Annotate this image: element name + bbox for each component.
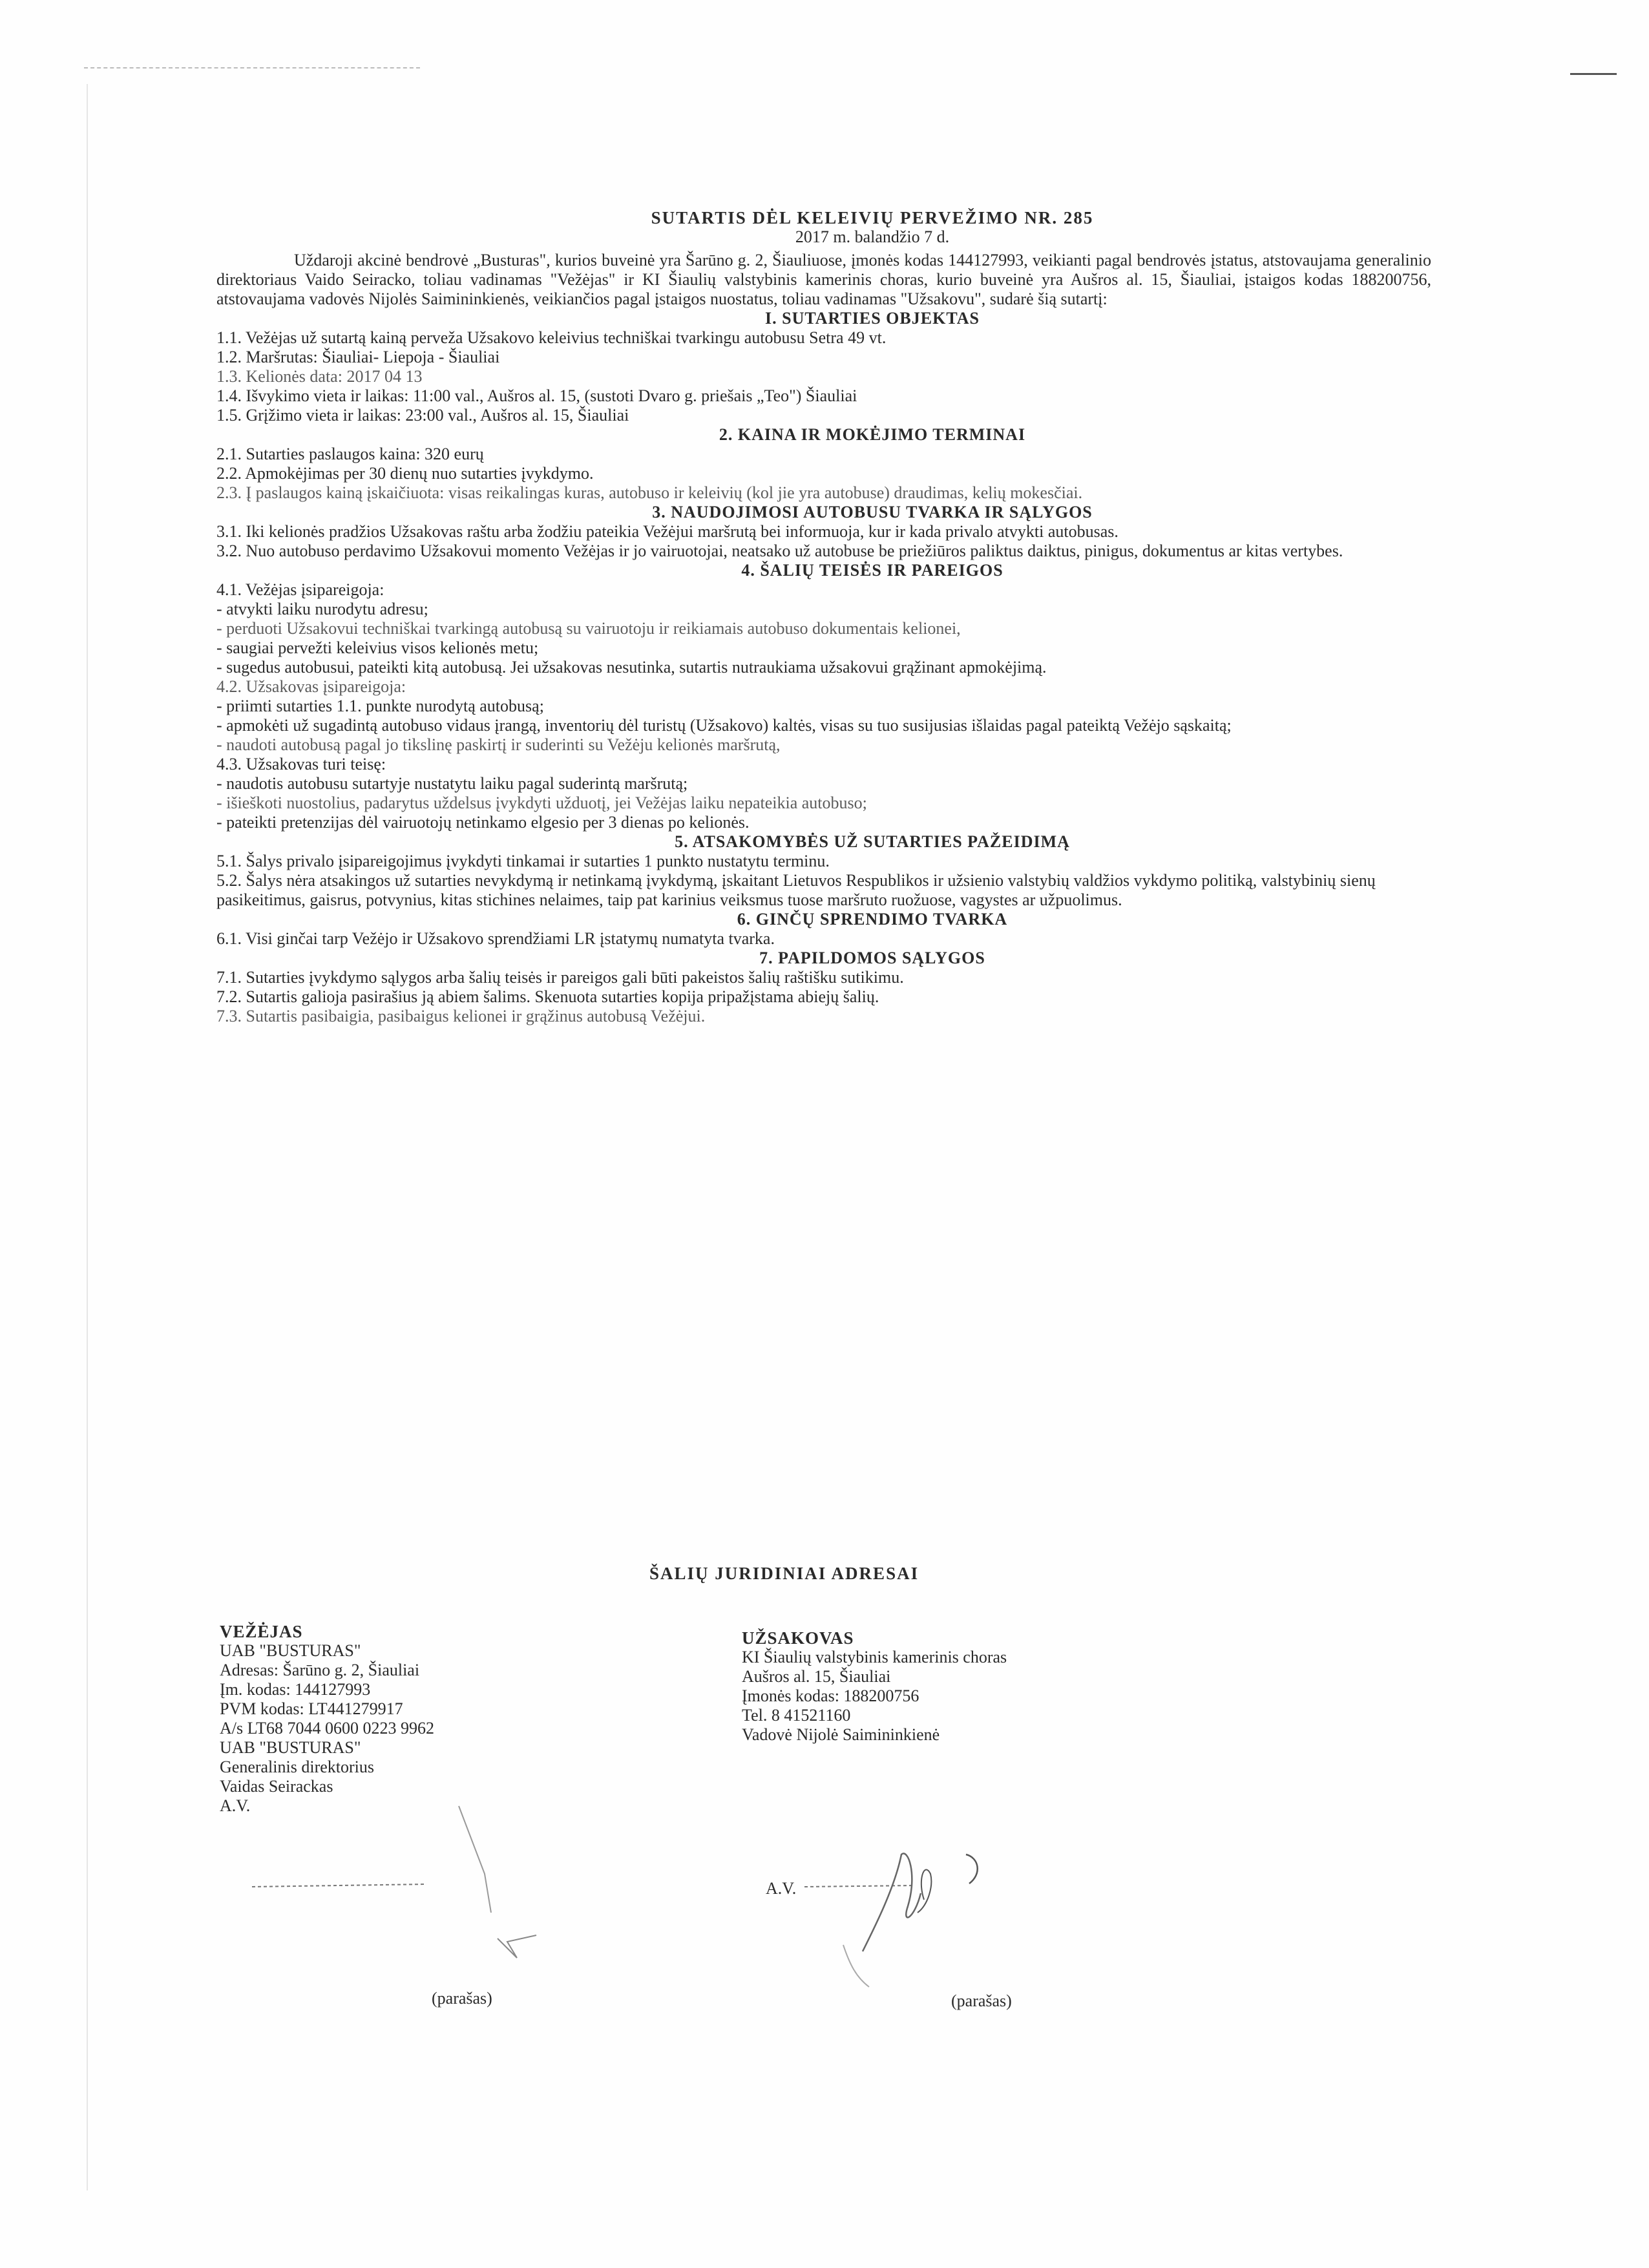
- section-heading: 4. ŠALIŲ TEISĖS IR PAREIGOS: [741, 561, 1003, 580]
- section-heading: 3. NAUDOJIMOSI AUTOBUSU TVARKA IR SĄLYGOS: [652, 503, 1093, 521]
- clause-item: 4.3. Užsakovas turi teisę:: [216, 755, 386, 773]
- scan-edge-left: [87, 84, 88, 2190]
- carrier-heading: VEŽĖJAS: [220, 1622, 303, 1641]
- carrier-detail-line: Adresas: Šarūno g. 2, Šiauliai: [220, 1661, 420, 1679]
- section-heading: 6. GINČŲ SPRENDIMO TVARKA: [737, 910, 1008, 929]
- clause-item: - atvykti laiku nurodytu adresu;: [216, 600, 428, 618]
- section-heading: I. SUTARTIES OBJEKTAS: [765, 309, 980, 328]
- carrier-detail-line: UAB "BUSTURAS": [220, 1641, 361, 1660]
- clause-item: - pateikti pretenzijas dėl vairuotojų netinkamo elgesio per 3 dienas po kelionės.: [216, 813, 750, 832]
- carrier-detail-line: PVM kodas: LT441279917: [220, 1699, 403, 1718]
- carrier-block: [220, 1622, 434, 1816]
- customer-heading: UŽSAKOVAS: [742, 1628, 854, 1648]
- clause-item: 1.2. Maršrutas: Šiauliai- Liepoja - Šiauliai: [216, 348, 500, 366]
- carrier-detail-line: Įm. kodas: 144127993: [220, 1680, 371, 1699]
- clause-item: 2.3. Į paslaugos kainą įskaičiuota: visas reikalingas kuras, autobuso ir keleivių (kol jie yra autobuse) draudimas, kelių mokesčiai.: [216, 483, 1083, 502]
- clause-item: - sugedus autobusui, pateikti kitą autobusą. Jei užsakovas nesutinka, sutartis nutraukiama užsakovui grąžinant apmokėjimą.: [216, 658, 1047, 677]
- clause-item: 6.1. Visi ginčai tarp Vežėjo ir Užsakovo sprendžiami LR įstatymų numatyta tvarka.: [216, 929, 775, 948]
- section-heading: 5. ATSAKOMYBĖS UŽ SUTARTIES PAŽEIDIMĄ: [675, 832, 1070, 851]
- scan-mark-right: [1570, 73, 1617, 75]
- customer-block: [742, 1628, 1007, 1745]
- customer-detail-line: Įmonės kodas: 188200756: [742, 1686, 919, 1705]
- scan-edge-top: [84, 67, 420, 68]
- clause-item: 2.2. Apmokėjimas per 30 dienų nuo sutarties įvykdymo.: [216, 464, 594, 483]
- addresses-title: ŠALIŲ JURIDINIAI ADRESAI: [649, 1564, 919, 1583]
- clause-item: 3.2. Nuo autobuso perdavimo Užsakovui momento Vežėjas ir jo vairuotojai, neatsako už autobuse be priežiūros paliktus daiktus, pinigus, dokumentus ar kitas vertybes.: [216, 541, 1343, 560]
- clause-item: 4.2. Užsakovas įsipareigoja:: [216, 677, 406, 696]
- customer-signature-label: (parašas): [951, 1991, 1012, 2010]
- clause-item: - išieškoti nuostolius, padarytus uždelsus įvykdyti užduotį, jei Vežėjas laiku nepateikia autobuso;: [216, 793, 867, 812]
- carrier-signature-label: (parašas): [432, 1989, 492, 2008]
- clause-item: 3.1. Iki kelionės pradžios Užsakovas raštu arba žodžiu pateikia Vežėjui maršrutą bei informuoja, kur ir kada privalo atvykti autobusas.: [216, 522, 1119, 541]
- clause-item: - priimti sutarties 1.1. punkte nurodytą autobusą;: [216, 697, 544, 715]
- clause-item: - perduoti Užsakovui techniškai tvarkingą autobusą su vairuotoju ir reikiamais autobuso dokumentais kelionei,: [216, 619, 961, 638]
- clause-item: 1.1. Vežėjas už sutartą kainą perveža Užsakovo keleivius techniškai tvarkingu autobusu Setra 49 vt.: [216, 328, 887, 347]
- clause-item: 7.2. Sutartis galioja pasirašius ją abiem šalims. Skenuota sutarties kopija pripažįstama abiejų šalių.: [216, 987, 879, 1006]
- clause-item: 1.5. Grįžimo vieta ir laikas: 23:00 val., Aušros al. 15, Šiauliai: [216, 406, 629, 425]
- customer-details: [742, 1648, 1007, 1745]
- customer-signature: [804, 1848, 1018, 1997]
- clause-item: - naudotis autobusu sutartyje nustatytu laiku pagal suderintą maršrutą;: [216, 774, 688, 793]
- document-date: 2017 m. balandžio 7 d.: [795, 227, 950, 246]
- clause-item: - apmokėti už sugadintą autobuso vidaus įrangą, inventorių dėl turistų (Užsakovo) kaltės, visas su tuo susijusias išlaidas pagal pateiktą Vežėjo sąskaitą;: [216, 716, 1232, 735]
- clause-item: 2.1. Sutarties paslaugos kaina: 320 eurų: [216, 445, 484, 463]
- clause-item: 5.2. Šalys nėra atsakingos už sutarties nevykdymą ir netinkamą įvykdymą, įskaitant Lietuvos Respublikos ir užsienio valstybių valdžios vykdymo politiką, valstybinių sienų pasikeitimus, gaisrus, potvynius, kitas stichines nelaimes, taip pat karinius veiksmus tuose maršruto ruožuose, vagystes ar užpuolimus.: [216, 871, 1376, 909]
- carrier-detail-line: A/s LT68 7044 0600 0223 9962: [220, 1719, 434, 1738]
- clause-item: - saugiai pervežti keleivius visos kelionės metu;: [216, 638, 539, 657]
- carrier-av-line: [246, 1861, 439, 1938]
- clause-item: - naudoti autobusą pagal jo tikslinę paskirtį ir suderinti su Vežėju kelionės maršrutą,: [216, 735, 781, 754]
- customer-detail-line: Tel. 8 41521160: [742, 1706, 851, 1725]
- section-heading: 7. PAPILDOMOS SĄLYGOS: [759, 949, 985, 967]
- customer-detail-line: Vadovė Nijolė Saimininkienė: [742, 1725, 940, 1744]
- contract-sections: [216, 309, 1431, 1026]
- carrier-detail-line: A.V.: [220, 1796, 251, 1815]
- clause-item: 5.1. Šalys privalo įsipareigojimus įvykdyti tinkamai ir sutarties 1 punkto nustatytu terminu.: [216, 852, 830, 870]
- contract-document: [216, 208, 1431, 1026]
- clause-item: 7.3. Sutartis pasibaigia, pasibaigus kelionei ir grąžinus autobusą Vežėjui.: [216, 1007, 706, 1025]
- document-title: SUTARTIS DĖL KELEIVIŲ PERVEŽIMO NR. 285: [651, 208, 1094, 227]
- clause-item: 1.3. Kelionės data: 2017 04 13: [216, 367, 423, 386]
- intro-paragraph: Uždaroji akcinė bendrovė „Busturas", kurios buveinė yra Šarūno g. 2, Šiauliuose, įmonės kodas 144127993, veikianti pagal bendrovės įstatus, atstovaujama generalinio direktoriaus Vaido Seirackо, toliau vadinamas "Vežėjas" ir KI Šiaulių valstybinis kamerinis choras, kurio buveinė yra Aušros al. 15, Šiauliai, įstaigos kodas 188200756, atstovaujama vadovės Nijolės Saimininkienės, veikiančios pagal įstaigos nuostatus, toliau vadinamas "Užsakovu", sudarė šią sutartį:: [216, 251, 1431, 308]
- clause-item: 4.1. Vežėjas įsipareigoja:: [216, 580, 384, 599]
- customer-av-label: A.V.: [766, 1879, 797, 1898]
- clause-item: 7.1. Sutarties įvykdymo sąlygos arba šalių teisės ir pareigos gali būti pakeistos šalių raštišku sutikimu.: [216, 968, 904, 987]
- carrier-detail-line: Generalinis direktorius: [220, 1758, 374, 1776]
- section-heading: 2. KAINA IR MOKĖJIMO TERMINAI: [719, 425, 1026, 444]
- carrier-detail-line: Vaidas Seirackas: [220, 1777, 333, 1796]
- customer-detail-line: KI Šiaulių valstybinis kamerinis choras: [742, 1648, 1007, 1666]
- carrier-detail-line: UAB "BUSTURAS": [220, 1738, 361, 1757]
- carrier-details: [220, 1641, 434, 1816]
- carrier-signature: [446, 1803, 543, 1990]
- customer-detail-line: Aušros al. 15, Šiauliai: [742, 1667, 891, 1686]
- clause-item: 1.4. Išvykimo vieta ir laikas: 11:00 val., Aušros al. 15, (sustoti Dvaro g. priešais „Teo") Šiauliai: [216, 386, 857, 405]
